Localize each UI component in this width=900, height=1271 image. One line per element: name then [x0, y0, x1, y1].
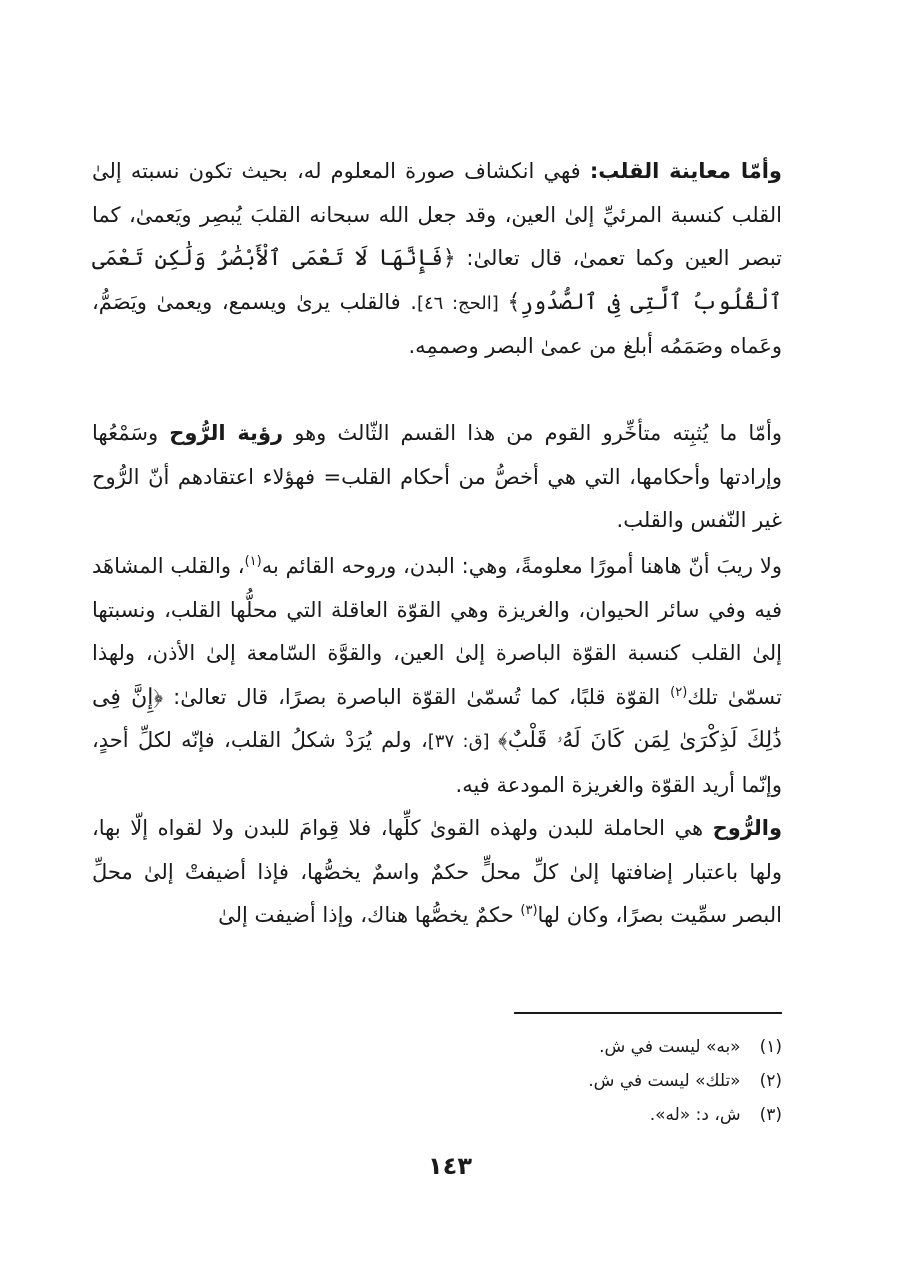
- paragraph-text: هي الحاملة للبدن ولهذه القوىٰ كلِّها، فلا قِوامَ للبدن ولا لقواه إلّا بها، ولها باعتبار إضافتها إلىٰ كلِّ محلٍّ حكمٌ واسمٌ يخصُّها، فإذا أضيفتْ إلىٰ محلِّ البصر سمِّيت بصرًا، وكان لها: [92, 816, 782, 927]
- footnote-marker[interactable]: (٢): [670, 684, 688, 700]
- quran-verse: ﴿إِنَّ فِى ذَٰلِكَ لَذِكْرَىٰ لِمَن كَانَ لَهُۥ قَلْبٌ﴾: [92, 684, 782, 753]
- paragraph-text: القوّة قلبًا، كما تُسمّىٰ القوّة الباصرة بصرًا، قال تعالىٰ:: [163, 684, 671, 709]
- paragraph-lead: وأمّا معاينة القلب:: [589, 159, 782, 183]
- footnote-text: «تلك» ليست في ش.: [588, 1071, 741, 1091]
- verse-reference: [الحج: ٤٦]: [416, 292, 508, 314]
- footnote-number: (٢): [759, 1071, 782, 1091]
- footnotes-section: [92, 1030, 782, 1132]
- paragraph-text: حكمٌ يخصُّها هناك، وإذا أضيفت إلىٰ: [218, 903, 521, 927]
- footnote-text: ش، د: «له».: [649, 1105, 741, 1125]
- verse-reference: [ق: ٣٧]: [427, 731, 498, 752]
- paragraph-heart-vision: [92, 150, 782, 369]
- paragraph-text: ، والقلب المشاهَد فيه وفي سائر الحيوان، والغريزة وهي القوّة العاقلة التي محلُّها القلب، ونسبتها إلىٰ القلب كنسبة القوّة الباصرة إلىٰ العين، والقوَّة السّامعة إلىٰ الأذن، ولهذا تسمّىٰ تلك: [92, 554, 782, 709]
- footnote-text: «به» ليست في ش.: [599, 1037, 741, 1057]
- paragraph-known-matters: [92, 545, 782, 807]
- footnote-item: [92, 1030, 782, 1064]
- footnote-number: (١): [759, 1037, 782, 1057]
- quran-verse: ﴿فَإِنَّهَا لَا تَعْمَى ٱلْأَبْصَٰرُ وَلَٰكِن تَعْمَى ٱلْقُلُوبُ ٱلَّتِى فِى ٱلصُّدُورِ﴾: [92, 246, 782, 315]
- footnote-item: [92, 1098, 782, 1132]
- paragraph-text: وسَمْعُها وإرادتها وأحكامها، التي هي أخصُّ من أحكام القلب= فهؤلاء اعتقادهم أنّ الرُّوح غير النّفس والقلب.: [92, 421, 782, 532]
- footnote-divider: [514, 1012, 782, 1014]
- paragraph-text: فهي انكشاف صورة المعلوم له، بحيث تكون نسبته إلىٰ القلب كنسبة المرئيِّ إلىٰ العين، وقد جعل الله سبحانه القلبَ يُبصِر ويَعمىٰ، كما تبصر العين وكما تعمىٰ، قال تعالىٰ:: [92, 159, 783, 270]
- paragraph-text: . فالقلب يرىٰ ويسمع، ويعمىٰ ويَصَمُّ، وعَماه وصَمَمُه أبلغ من عمىٰ البصر وصممِه.: [92, 289, 782, 358]
- footnote-marker[interactable]: (٣): [520, 903, 538, 918]
- paragraph-text: ولا ريبَ أنّ هاهنا أمورًا معلومةً، وهي: البدن، وروحه القائم به: [261, 554, 782, 578]
- footnote-item: [92, 1064, 782, 1098]
- paragraph-third-section: [92, 412, 782, 543]
- footnote-marker[interactable]: (١): [244, 554, 262, 569]
- page-number: ١٤٣: [428, 1152, 472, 1180]
- footnote-number: (٣): [759, 1105, 782, 1125]
- bold-term: رؤية الرُّوح: [169, 421, 284, 445]
- paragraph-text: ، ولم يُرَدْ شكلُ القلب، فإنّه لكلِّ أحدٍ، وإنّما أريد القوّة والغريزة المودعة فيه.: [92, 728, 782, 797]
- paragraph-text: وأمّا ما يُثبِته متأخِّرو القوم من هذا القسم الثّالث وهو: [283, 421, 782, 445]
- paragraph-spirit: [92, 807, 782, 938]
- bold-term: والرُّوح: [712, 816, 782, 840]
